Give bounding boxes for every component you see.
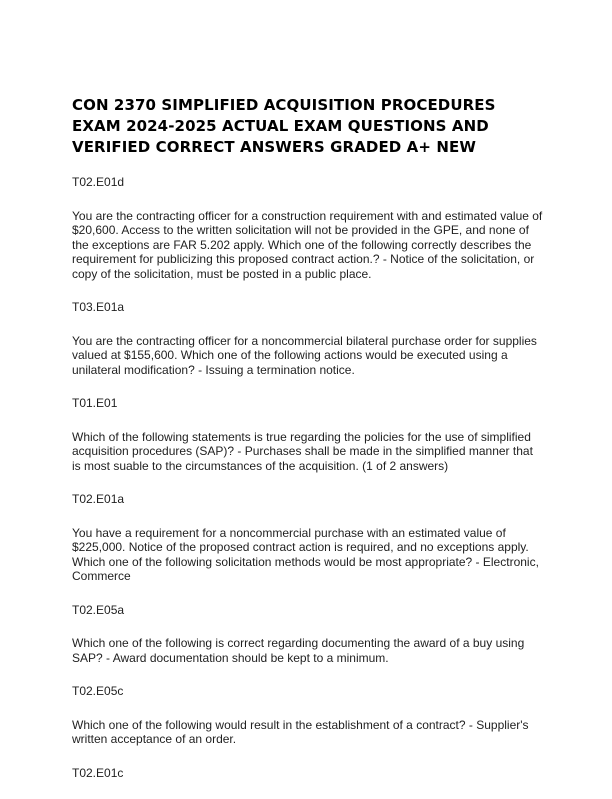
question-answer-text: You are the contracting officer for a noncommercial bilateral purchase order for supplies valued at $155,600. Which one of the following actions would be executed using a unilateral modification? - Issuing a termination notice.	[72, 333, 537, 377]
question-code: T02.E01c	[72, 765, 124, 780]
question-answer-text: Which of the following statements is true regarding the policies for the use of simplified acquisition procedures (SAP)? - Purchases shall be made in the simplified manner that is most suable to the circumstances of the acquisition. (1 of 2 answers)	[72, 429, 533, 473]
question-answer-text: Which one of the following is correct regarding documenting the award of a buy using SAP? - Award documentation should be kept to a minimum.	[72, 636, 525, 665]
question-code: T03.E01a	[72, 300, 125, 314]
question-code: T02.E01d	[72, 175, 125, 189]
question-answer-text: You have a requirement for a noncommercial purchase with an estimated value of $225,000. Notice of the proposed contract action is required, and no exceptions apply. Which one of the following solicitation methods would be most appropriate? - Electronic, Commerce	[72, 525, 539, 583]
question-answer-text: You are the contracting officer for a construction requirement with and estimated value of $20,600. Access to the written solicitation will not be provided in the GPE, and none of the exceptions are FAR 5.202 apply. Which one of the following correctly describes the requirement for publicizing this proposed contract action.? - Notice of the solicitation, or copy of the solicitation, must be posted in a public place.	[72, 208, 543, 281]
question-code: T02.E05a	[72, 602, 125, 617]
document-body	[72, 175, 544, 799]
question-answer-text: Which one of the following would result in the establishment of a contract? - Supplier's written acceptance of an order.	[72, 717, 529, 746]
document-title: CON 2370 SIMPLIFIED ACQUISITION PROCEDURES EXAM 2024-2025 ACTUAL EXAM QUESTIONS AND VERIFIED CORRECT ANSWERS GRADED A+ NEW	[72, 96, 496, 156]
question-code: T02.E05c	[72, 684, 124, 698]
question-code: T02.E01a	[72, 492, 125, 506]
question-code: T01.E01	[72, 396, 118, 410]
